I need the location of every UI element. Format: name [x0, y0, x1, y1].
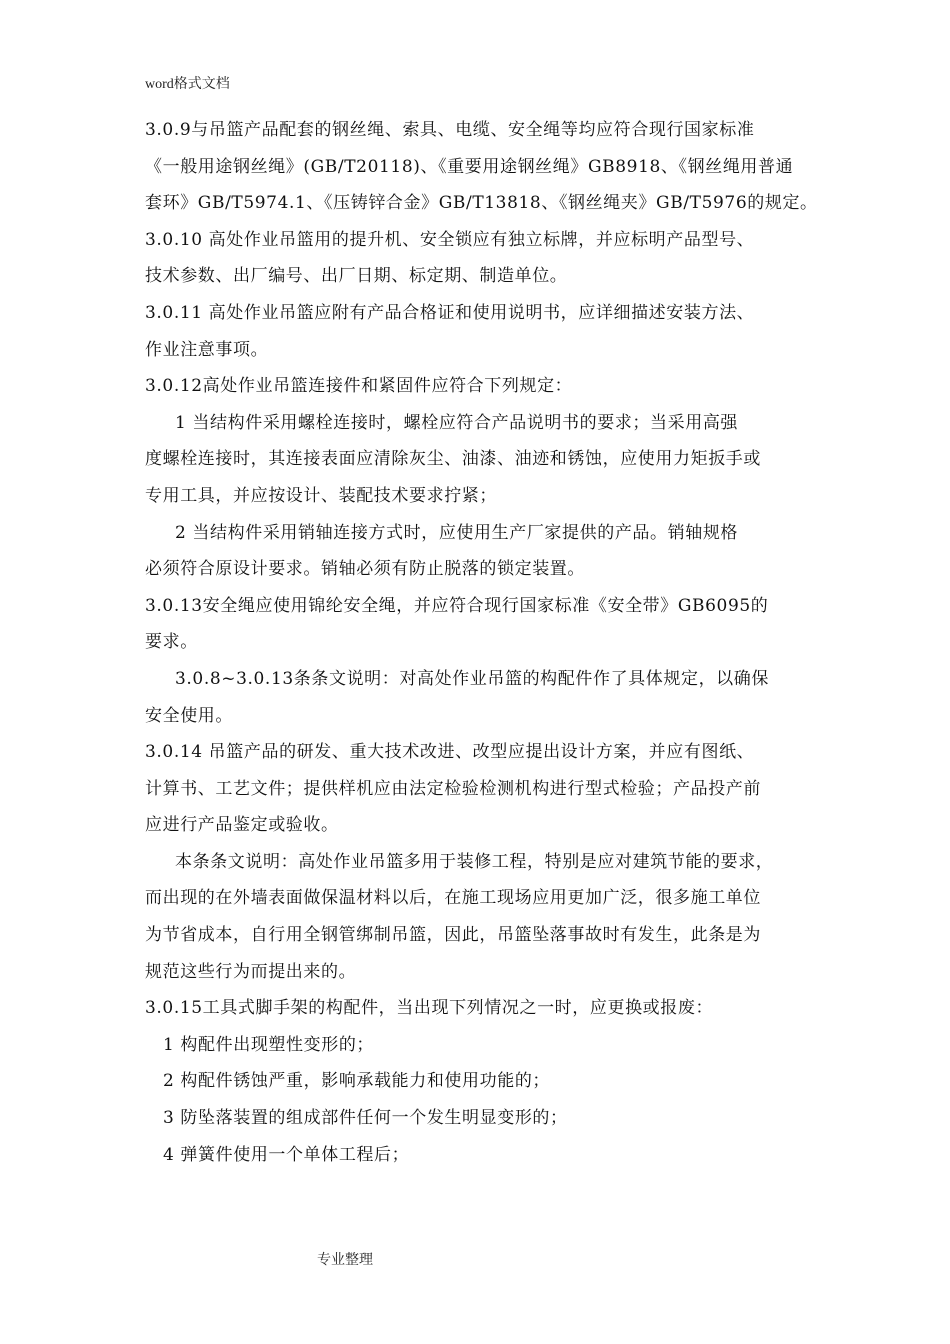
text-line: 3.0.15工具式脚手架的构配件，当出现下列情况之一时，应更换或报废： — [145, 998, 714, 1019]
text-line: 本条条文说明：高处作业吊篮多用于装修工程，特别是应对建筑节能的要求， — [175, 851, 774, 872]
text-line: 要求。 — [145, 632, 198, 653]
text-line: 为节省成本，自行用全钢管绑制吊篮，因此，吊篮坠落事故时有发生，此条是为 — [145, 925, 761, 946]
text-line: 专用工具，并应按设计、装配技术要求拧紧； — [145, 485, 497, 506]
text-line: 而出现的在外墙表面做保温材料以后，在施工现场应用更加广泛，很多施工单位 — [145, 888, 761, 909]
text-line: 3.0.12高处作业吊篮连接件和紧固件应符合下列规定： — [145, 376, 573, 397]
text-line: 1 构配件出现塑性变形的； — [163, 1034, 375, 1055]
text-line: 2 构配件锈蚀严重，影响承载能力和使用功能的； — [163, 1071, 551, 1092]
document-body — [145, 112, 818, 1173]
text-line: 3.0.14 吊篮产品的研发、重大技术改进、改型应提出设计方案，并应有图纸、 — [145, 742, 755, 763]
text-line: 应进行产品鉴定或验收。 — [145, 815, 339, 836]
text-line: 必须符合原设计要求。销轴必须有防止脱落的锁定装置。 — [145, 559, 585, 580]
text-line: 《一般用途钢丝绳》(GB/T20118)、《重要用途钢丝绳》GB8918、《钢丝绳用普通 — [145, 156, 794, 177]
text-line: 3.0.13安全绳应使用锦纶安全绳，并应符合现行国家标准《安全带》GB6095的 — [145, 595, 769, 616]
text-line: 技术参数、出厂编号、出厂日期、标定期、制造单位。 — [145, 266, 568, 287]
page-footer: 专业整理 — [317, 1252, 373, 1268]
text-line: 度螺栓连接时，其连接表面应清除灰尘、油漆、油迹和锈蚀，应使用力矩扳手或 — [145, 449, 761, 470]
text-line: 安全使用。 — [145, 705, 233, 726]
text-line: 3 防坠落装置的组成部件任何一个发生明显变形的； — [163, 1108, 568, 1129]
text-line: 2 当结构件采用销轴连接方式时，应使用生产厂家提供的产品。销轴规格 — [175, 522, 739, 543]
text-line: 1 当结构件采用螺栓连接时，螺栓应符合产品说明书的要求；当采用高强 — [175, 412, 739, 433]
text-line: 套环》GB/T5974.1、《压铸锌合金》GB/T13818、《钢丝绳夹》GB/T5976的规定。 — [145, 193, 818, 214]
text-line: 4 弹簧件使用一个单体工程后； — [163, 1144, 410, 1165]
text-line: 3.0.11 高处作业吊篮应附有产品合格证和使用说明书，应详细描述安装方法、 — [145, 302, 755, 323]
text-line: 3.0.9与吊篮产品配套的钢丝绳、索具、电缆、安全绳等均应符合现行国家标准 — [145, 120, 755, 140]
text-line: 规范这些行为而提出来的。 — [145, 961, 357, 982]
text-line: 3.0.10 高处作业吊篮用的提升机、安全锁应有独立标牌，并应标明产品型号、 — [145, 229, 755, 250]
text-line: 计算书、工艺文件；提供样机应由法定检验检测机构进行型式检验；产品投产前 — [145, 778, 761, 799]
text-line: 3.0.8~3.0.13条条文说明：对高处作业吊篮的构配件作了具体规定，以确保 — [175, 668, 769, 689]
text-line: 作业注意事项。 — [145, 339, 269, 360]
page-header: word格式文档 — [145, 77, 230, 92]
